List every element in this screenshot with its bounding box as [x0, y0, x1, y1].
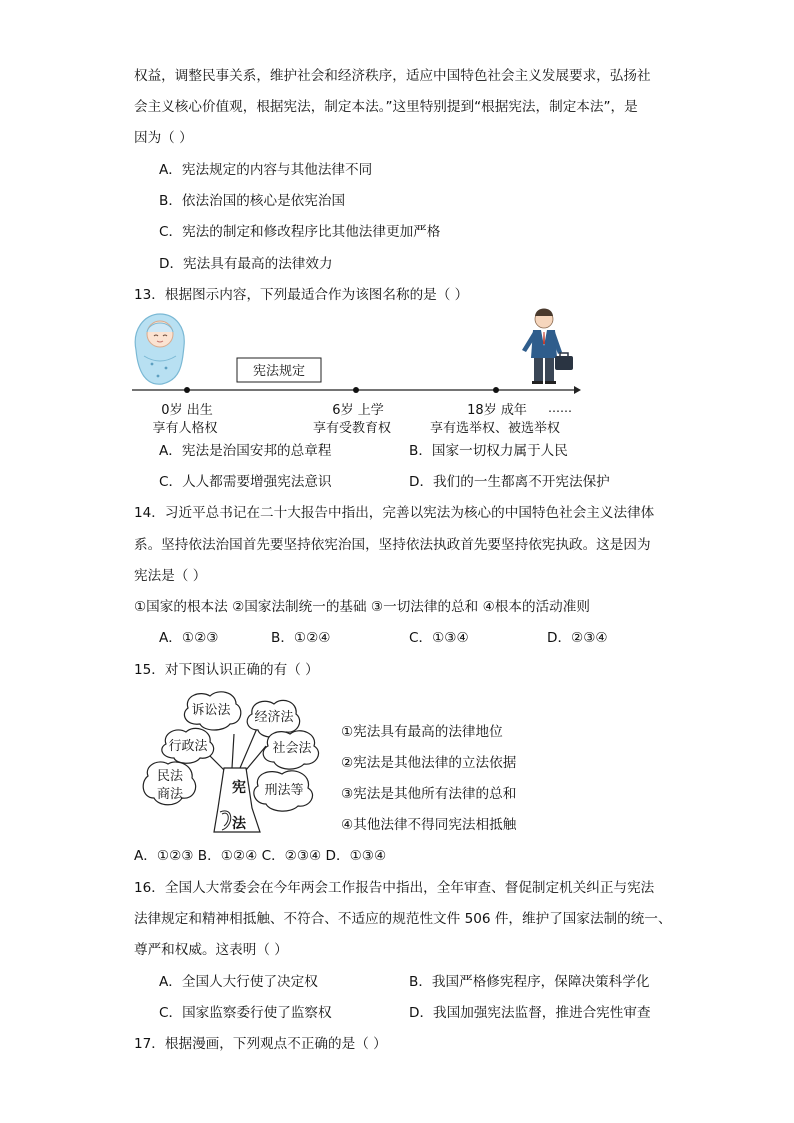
cloud-label-civil-law: 民法 [156, 769, 184, 784]
cloud-label-economic-law: 经济法 [254, 710, 294, 725]
q13-option-d: D．我们的一生都离不开宪法保护 [409, 474, 610, 490]
q16-option-c: C．国家监察委行使了监察权 [159, 1005, 332, 1021]
adult-illustration [522, 309, 573, 385]
cloud-label-criminal-law: 刑法等 [264, 783, 304, 798]
q16-line1: 16．全国人大常委会在今年两会工作报告中指出，全年审查、督促制定机关纠正与宪法 [134, 880, 655, 896]
constitution-provision-label: 宪法规定 [252, 364, 306, 379]
timeline-right-18: 享有选举权、被选举权 [429, 421, 561, 436]
q13-option-b: B．国家一切权力属于人民 [409, 443, 568, 459]
timeline-age-0: 0岁 出生 [161, 403, 213, 418]
q15-law-tree-figure [140, 686, 340, 836]
q17-stem: 17．根据漫画，下列观点不正确的是（ ） [134, 1036, 387, 1052]
timeline-age-6: 6岁 上学 [332, 403, 384, 418]
q15-statement-2: ②宪法是其他法律的立法依据 [341, 755, 517, 771]
timeline-right-6: 享有受教育权 [312, 421, 392, 436]
q12-option-b: B．依法治国的核心是依宪治国 [159, 193, 346, 209]
q14-line3: 宪法是（ ） [134, 568, 207, 584]
q12-line1: 权益，调整民事关系，维护社会和经济秩序，适应中国特色社会主义发展要求，弘扬社 [134, 68, 651, 84]
q15-statement-1: ①宪法具有最高的法律地位 [341, 724, 503, 740]
timeline-age-18: 18岁 成年 [467, 403, 527, 418]
q16-option-d: D．我国加强宪法监督，推进合宪性审查 [409, 1005, 651, 1021]
trunk-label-xian: 宪 [232, 780, 246, 796]
baby-illustration [135, 314, 184, 384]
cloud-label-commercial-law: 商法 [156, 787, 184, 802]
q13-option-c: C．人人都需要增强宪法意识 [159, 474, 332, 490]
q13-timeline-figure [130, 306, 590, 438]
q15-stem: 15．对下图认识正确的有（ ） [134, 662, 319, 678]
cloud-label-social-law: 社会法 [272, 741, 312, 756]
q16-option-a: A．全国人大行使了决定权 [159, 974, 318, 990]
q14-statements: ①国家的根本法 ②国家法制统一的基础 ③一切法律的总和 ④根本的活动准则 [134, 599, 590, 615]
q12-line2: 会主义核心价值观，根据宪法，制定本法。”这里特别提到“根据宪法，制定本法”，是 [134, 99, 638, 115]
q14-line1: 14．习近平总书记在二十大报告中指出，完善以宪法为核心的中国特色社会主义法律体 [134, 505, 655, 521]
q15-options: A．①②③ B．①②④ C．②③④ D．①③④ [134, 848, 387, 864]
q16-option-b: B．我国严格修宪程序，保障决策科学化 [409, 974, 650, 990]
q16-line3: 尊严和权威。这表明（ ） [134, 942, 288, 958]
trunk-label-fa: 法 [232, 816, 246, 832]
q14-option-b: B．①②④ [271, 630, 331, 646]
q13-stem: 13．根据图示内容，下列最适合作为该图名称的是（ ） [134, 287, 469, 303]
timeline-right-0: 享有人格权 [152, 421, 218, 436]
q13-option-a: A．宪法是治国安邦的总章程 [159, 443, 332, 459]
q14-option-d: D．②③④ [547, 630, 608, 646]
q15-statement-4: ④其他法律不得同宪法相抵触 [341, 817, 517, 833]
timeline-ellipsis: …… [548, 401, 572, 415]
q14-line2: 系。坚持依法治国首先要坚持依宪治国，坚持依法执政首先要坚持依宪执政。这是因为 [134, 537, 651, 553]
q15-statement-3: ③宪法是其他所有法律的总和 [341, 786, 517, 802]
q12-line3: 因为（ ） [134, 130, 193, 146]
cloud-label-litigation-law: 诉讼法 [191, 703, 231, 718]
q12-option-d: D．宪法具有最高的法律效力 [159, 256, 333, 272]
q12-option-a: A．宪法规定的内容与其他法律不同 [159, 162, 373, 178]
q14-option-c: C．①③④ [409, 630, 469, 646]
q16-line2: 法律规定和精神相抵触、不符合、不适应的规范性文件 506 件，维护了国家法制的统一、 [134, 911, 672, 927]
cloud-label-administrative-law: 行政法 [168, 739, 208, 754]
q14-option-a: A．①②③ [159, 630, 219, 646]
q12-option-c: C．宪法的制定和修改程序比其他法律更加严格 [159, 224, 441, 240]
